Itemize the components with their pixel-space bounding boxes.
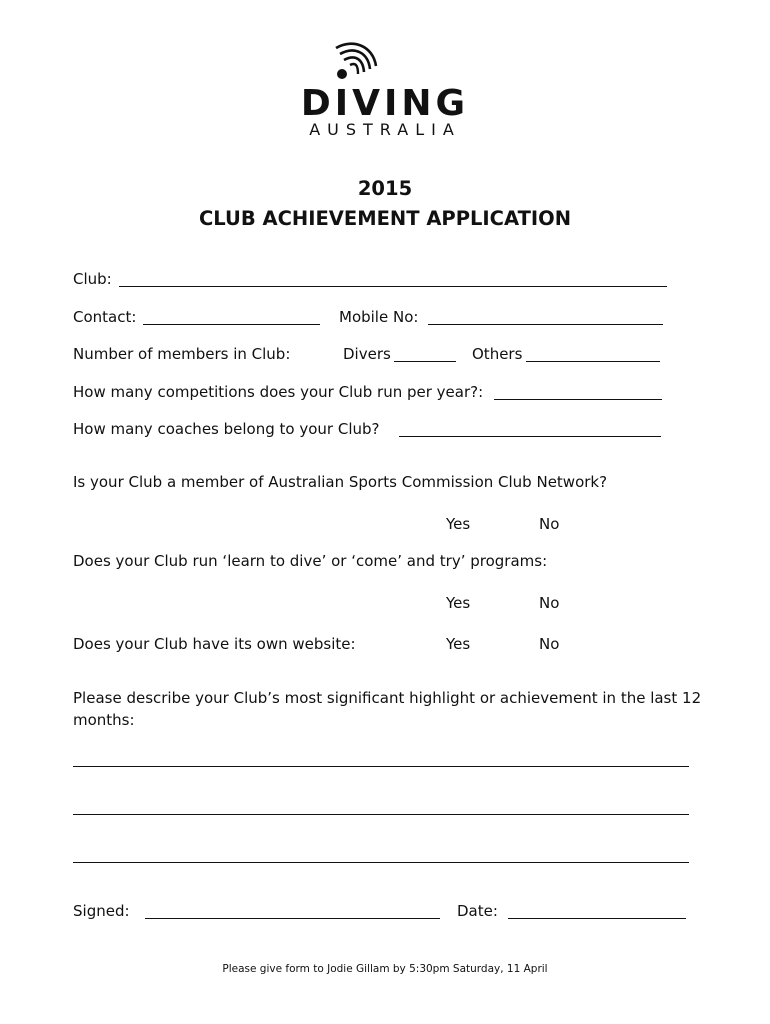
club-input-line[interactable] bbox=[119, 286, 667, 287]
asc-network-yes-option[interactable]: Yes bbox=[446, 515, 471, 533]
signature-input-line[interactable] bbox=[145, 918, 440, 919]
form-title: CLUB ACHIEVEMENT APPLICATION bbox=[198, 207, 572, 230]
asc-network-no-option[interactable]: No bbox=[539, 515, 560, 533]
coaches-input-line[interactable] bbox=[399, 436, 661, 437]
asc-network-question: Is your Club a member of Australian Sports Commission Club Network? bbox=[73, 473, 608, 491]
contact-input-line[interactable] bbox=[143, 324, 320, 325]
website-question: Does your Club have its own website: bbox=[73, 635, 356, 653]
logo-word-diving: DIVING bbox=[300, 83, 470, 124]
highlight-answer-line[interactable] bbox=[73, 814, 689, 815]
competitions-input-line[interactable] bbox=[494, 399, 662, 400]
date-input-line[interactable] bbox=[508, 918, 686, 919]
others-input-line[interactable] bbox=[526, 361, 660, 362]
divers-label: Divers bbox=[343, 345, 391, 363]
diving-australia-logo bbox=[0, 0, 770, 150]
competitions-label: How many competitions does your Club run per year?: bbox=[73, 383, 484, 401]
club-label: Club: bbox=[73, 270, 112, 288]
website-yes-option[interactable]: Yes bbox=[446, 635, 471, 653]
website-no-option[interactable]: No bbox=[539, 635, 560, 653]
divers-input-line[interactable] bbox=[394, 361, 456, 362]
highlight-prompt-line1: Please describe your Club’s most significant highlight or achievement in the last 12 bbox=[73, 689, 702, 707]
others-label: Others bbox=[472, 345, 523, 363]
highlight-answer-line[interactable] bbox=[73, 862, 689, 863]
members-label: Number of members in Club: bbox=[73, 345, 291, 363]
highlight-prompt-line2: months: bbox=[73, 711, 135, 729]
signed-label: Signed: bbox=[73, 902, 130, 920]
diver-swoosh-icon bbox=[328, 36, 388, 86]
logo-word-australia: AUSTRALIA bbox=[309, 120, 461, 139]
date-label: Date: bbox=[457, 902, 498, 920]
contact-label: Contact: bbox=[73, 308, 137, 326]
learn-to-dive-question: Does your Club run ‘learn to dive’ or ‘come’ and try’ programs: bbox=[73, 552, 548, 570]
learn-to-dive-no-option[interactable]: No bbox=[539, 594, 560, 612]
highlight-answer-line[interactable] bbox=[73, 766, 689, 767]
submission-note: Please give form to Jodie Gillam by 5:30pm Saturday, 11 April bbox=[222, 963, 548, 975]
coaches-label: How many coaches belong to your Club? bbox=[73, 420, 380, 438]
mobile-input-line[interactable] bbox=[428, 324, 663, 325]
form-year: 2015 bbox=[357, 177, 413, 200]
mobile-label: Mobile No: bbox=[339, 308, 419, 326]
learn-to-dive-yes-option[interactable]: Yes bbox=[446, 594, 471, 612]
